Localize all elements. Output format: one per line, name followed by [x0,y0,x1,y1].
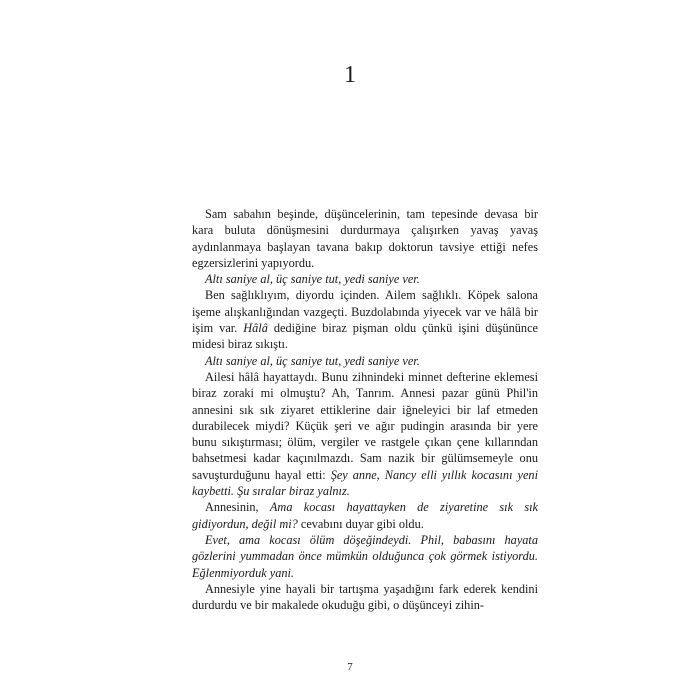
italic-text: Evet, ama kocası ölüm döşeğindeydi. Phil, babasını hayata gözlerini yummadan önce mümkün olduğunca çok görmek istiyordu. Eğlenmiyorduk yani. [192,532,538,580]
paragraph [192,581,538,614]
paragraph-text: dediğine biraz pişman oldu çünkü işini düşününce midesi biraz sıkıştı. [192,321,538,352]
paragraph [192,206,538,271]
paragraph-text: Ailesi hâlâ hayattaydı. Bunu zihnindeki minnet defterine eklemesi biraz zoraki mi olmuştu? Ah, Tanrım. Annesi pazar günü Phil'in annesini sık sık ziyaret ettiklerine dair iğneleyici bir laf etmeden durabilecek miydi? Küçük şeri ve ağır pudingin arasında bir yere bunu sıkıştırması; ölüm, vergiler ve rastgele çıkan çene kıllarından bahsetmesi kadar kaçınılmazdı. Sam nazik bir gülümsemeyle onu savuşturduğunu hayal etti: [192,369,538,482]
paragraph [192,369,538,499]
paragraph [192,499,538,532]
italic-text: Altı saniye al, üç saniye tut, yedi saniye ver. [205,353,420,368]
paragraph-text: Sam sabahın beşinde, düşüncelerinin, tam tepesinde devasa bir kara buluta dönüşmesini durdurmaya çalışırken yavaş yavaş aydınlanmaya başlayan tavana bakıp doktorun tavsiye ettiği nefes egzersizlerini yapıyordu. [192,207,538,270]
italic-text: Hâlâ [243,321,268,336]
paragraph [192,532,538,581]
italic-text: Ama kocası hayattayken de ziyaretine sık sık gidiyordun, değil mi? [192,500,538,531]
italic-text: Altı saniye al, üç saniye tut, yedi saniye ver. [205,272,420,287]
paragraph-text: Annesinin, [205,500,270,515]
paragraph [192,271,538,287]
paragraph-text: cevabını duyar gibi oldu. [297,516,424,531]
page-number: 7 [347,661,353,673]
paragraph [192,287,538,352]
paragraph-text: Ben sağlıklıyım, diyordu içinden. Ailem sağlıklı. Köpek salona işeme alışkanlığından vazgeçti. Buzdolabında yiyecek var ve hâlâ bir işim var. [192,288,538,336]
body-text [192,206,538,613]
paragraph-text: Annesiyle yine hayali bir tartışma yaşadığını fark ederek kendini durdurdu ve bir makalede okuduğu gibi, o düşünceyi zihin- [192,581,538,613]
italic-text: Şey anne, Nancy elli yıllık kocasını yeni kaybetti. Şu sıralar biraz yalnız. [192,467,538,499]
paragraph [192,353,538,369]
chapter-number: 1 [344,62,356,88]
